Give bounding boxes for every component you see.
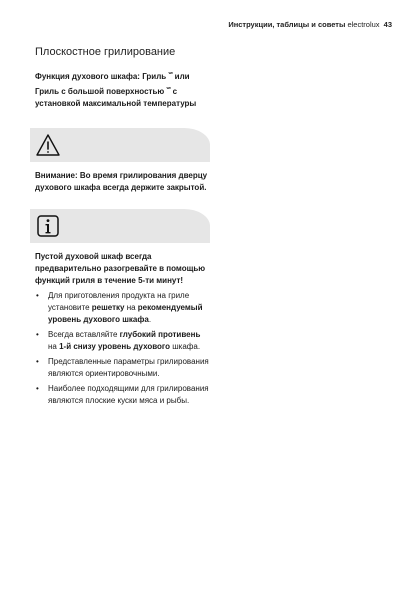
bullet-icon: • [36, 357, 39, 366]
tip-emphasis: 1-й снизу уровень духового [59, 342, 171, 351]
content-column [35, 46, 210, 410]
tips-list [35, 290, 210, 407]
header-brand: electrolux [347, 20, 380, 29]
tip-text: шкафа. [170, 342, 201, 351]
intro-part3: с установкой максимальной температуры [35, 87, 197, 108]
section-title: Плоскостное грилирование [35, 46, 176, 58]
tip-text: Представленные параметры грилирования являются ориентировочными. [48, 357, 209, 378]
bullet-icon: • [36, 384, 39, 393]
tip-text: Всегда вставляйте [48, 330, 120, 339]
info-bar [30, 209, 210, 243]
tip-emphasis: решетку [91, 303, 125, 312]
warning-text: Внимание: Во время грилирования дверцу духового шкафа всегда держите закрытой. [35, 171, 208, 192]
page-header [228, 20, 392, 29]
warning-triangle-icon [35, 131, 61, 159]
list-item [35, 290, 210, 326]
list-item [35, 356, 210, 380]
tip-text: Для приготовления продукта на гриле установите [48, 291, 190, 312]
tip-text: на [48, 342, 60, 351]
info-icon [35, 212, 61, 240]
info-text: Пустой духовой шкаф всегда предварительно разогревайте в помощью функций гриля в течение 5-ти минут! [35, 252, 206, 285]
grill-symbol-icon: ᵛᵛᵛ [168, 71, 173, 77]
tip-emphasis: рекомендуемый уровень духового шкафа [48, 303, 203, 324]
bullet-icon: • [36, 330, 39, 339]
page-number: 43 [383, 20, 392, 29]
intro-paragraph [35, 68, 210, 110]
warning-bar [30, 128, 210, 162]
intro-part1: Функция духового шкафа: Гриль [35, 72, 167, 81]
tip-text: на [124, 303, 138, 312]
tip-text: Наиболее подходящими для грилирования являются плоские куски мяса и рыбы. [48, 384, 209, 405]
large-grill-symbol-icon: ᵛᵛᵛ [166, 86, 171, 92]
bullet-icon: • [36, 291, 39, 300]
tip-emphasis: глубокий противень [119, 330, 201, 339]
header-title: Инструкции, таблицы и советы [228, 20, 346, 29]
list-item [35, 383, 210, 407]
intro-part2: или Гриль с большой поверхностью [35, 72, 190, 96]
tip-text: . [148, 315, 152, 324]
list-item [35, 329, 210, 353]
